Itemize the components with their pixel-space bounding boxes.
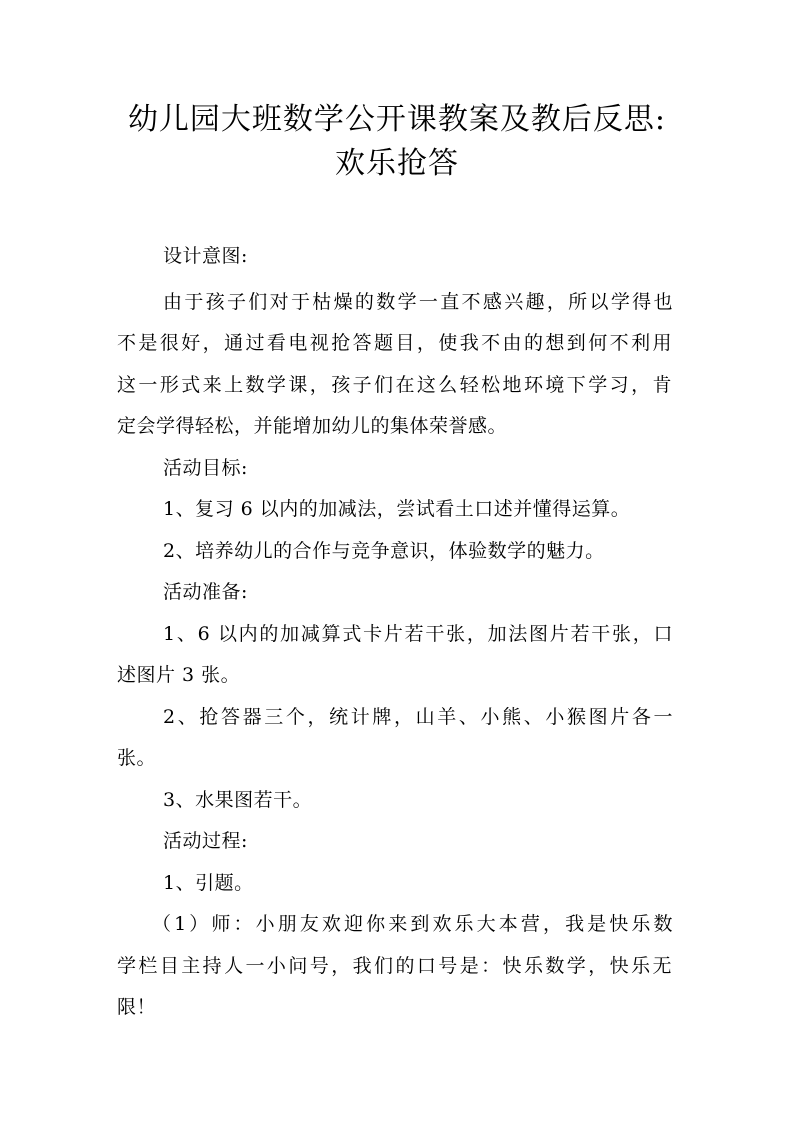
design-intent-line-1: 由于孩子们对于枯燥的数学一直不感兴趣，所以学得也 bbox=[163, 291, 673, 313]
goal-item-2: 2、培养幼儿的合作与竞争意识，体验数学的魅力。 bbox=[163, 540, 605, 562]
page-title-line-2: 欢乐抢答 bbox=[335, 146, 459, 181]
preparation-heading: 活动准备: bbox=[163, 581, 248, 603]
process-step-1-1-line-3: 限！ bbox=[117, 996, 157, 1018]
preparation-item-1-line-1: 1、6 以内的加减算式卡片若干张，加法图片若干张，口 bbox=[163, 623, 673, 645]
page-title-line-1: 幼儿园大班数学公开课教案及教后反思: bbox=[127, 102, 667, 137]
preparation-item-2-line-1: 2、抢答器三个，统计牌，山羊、小熊、小猴图片各一 bbox=[163, 706, 673, 728]
preparation-item-1-line-2: 述图片 3 张。 bbox=[117, 664, 241, 686]
process-heading: 活动过程: bbox=[163, 830, 248, 852]
design-intent-heading: 设计意图: bbox=[163, 245, 248, 267]
goals-heading: 活动目标: bbox=[163, 457, 248, 479]
preparation-item-3: 3、水果图若干。 bbox=[163, 789, 313, 811]
preparation-item-2-line-2: 张。 bbox=[117, 747, 157, 769]
process-step-1-1-line-2: 学栏目主持人一小问号，我们的口号是：快乐数学，快乐无 bbox=[117, 955, 672, 977]
design-intent-line-3: 这一形式来上数学课，孩子们在这么轻松地环境下学习，肯 bbox=[117, 374, 672, 396]
goal-item-1: 1、复习 6 以内的加减法，尝试看土口述并懂得运算。 bbox=[163, 498, 631, 520]
design-intent-line-2: 不是很好，通过看电视抢答题目，使我不由的想到何不利用 bbox=[117, 332, 672, 354]
design-intent-line-4: 定会学得轻松，并能增加幼儿的集体荣誉感。 bbox=[117, 415, 508, 437]
process-step-1-1-line-1: （1）师：小朋友欢迎你来到欢乐大本营，我是快乐数 bbox=[152, 913, 673, 935]
process-step-1: 1、引题。 bbox=[163, 872, 254, 894]
